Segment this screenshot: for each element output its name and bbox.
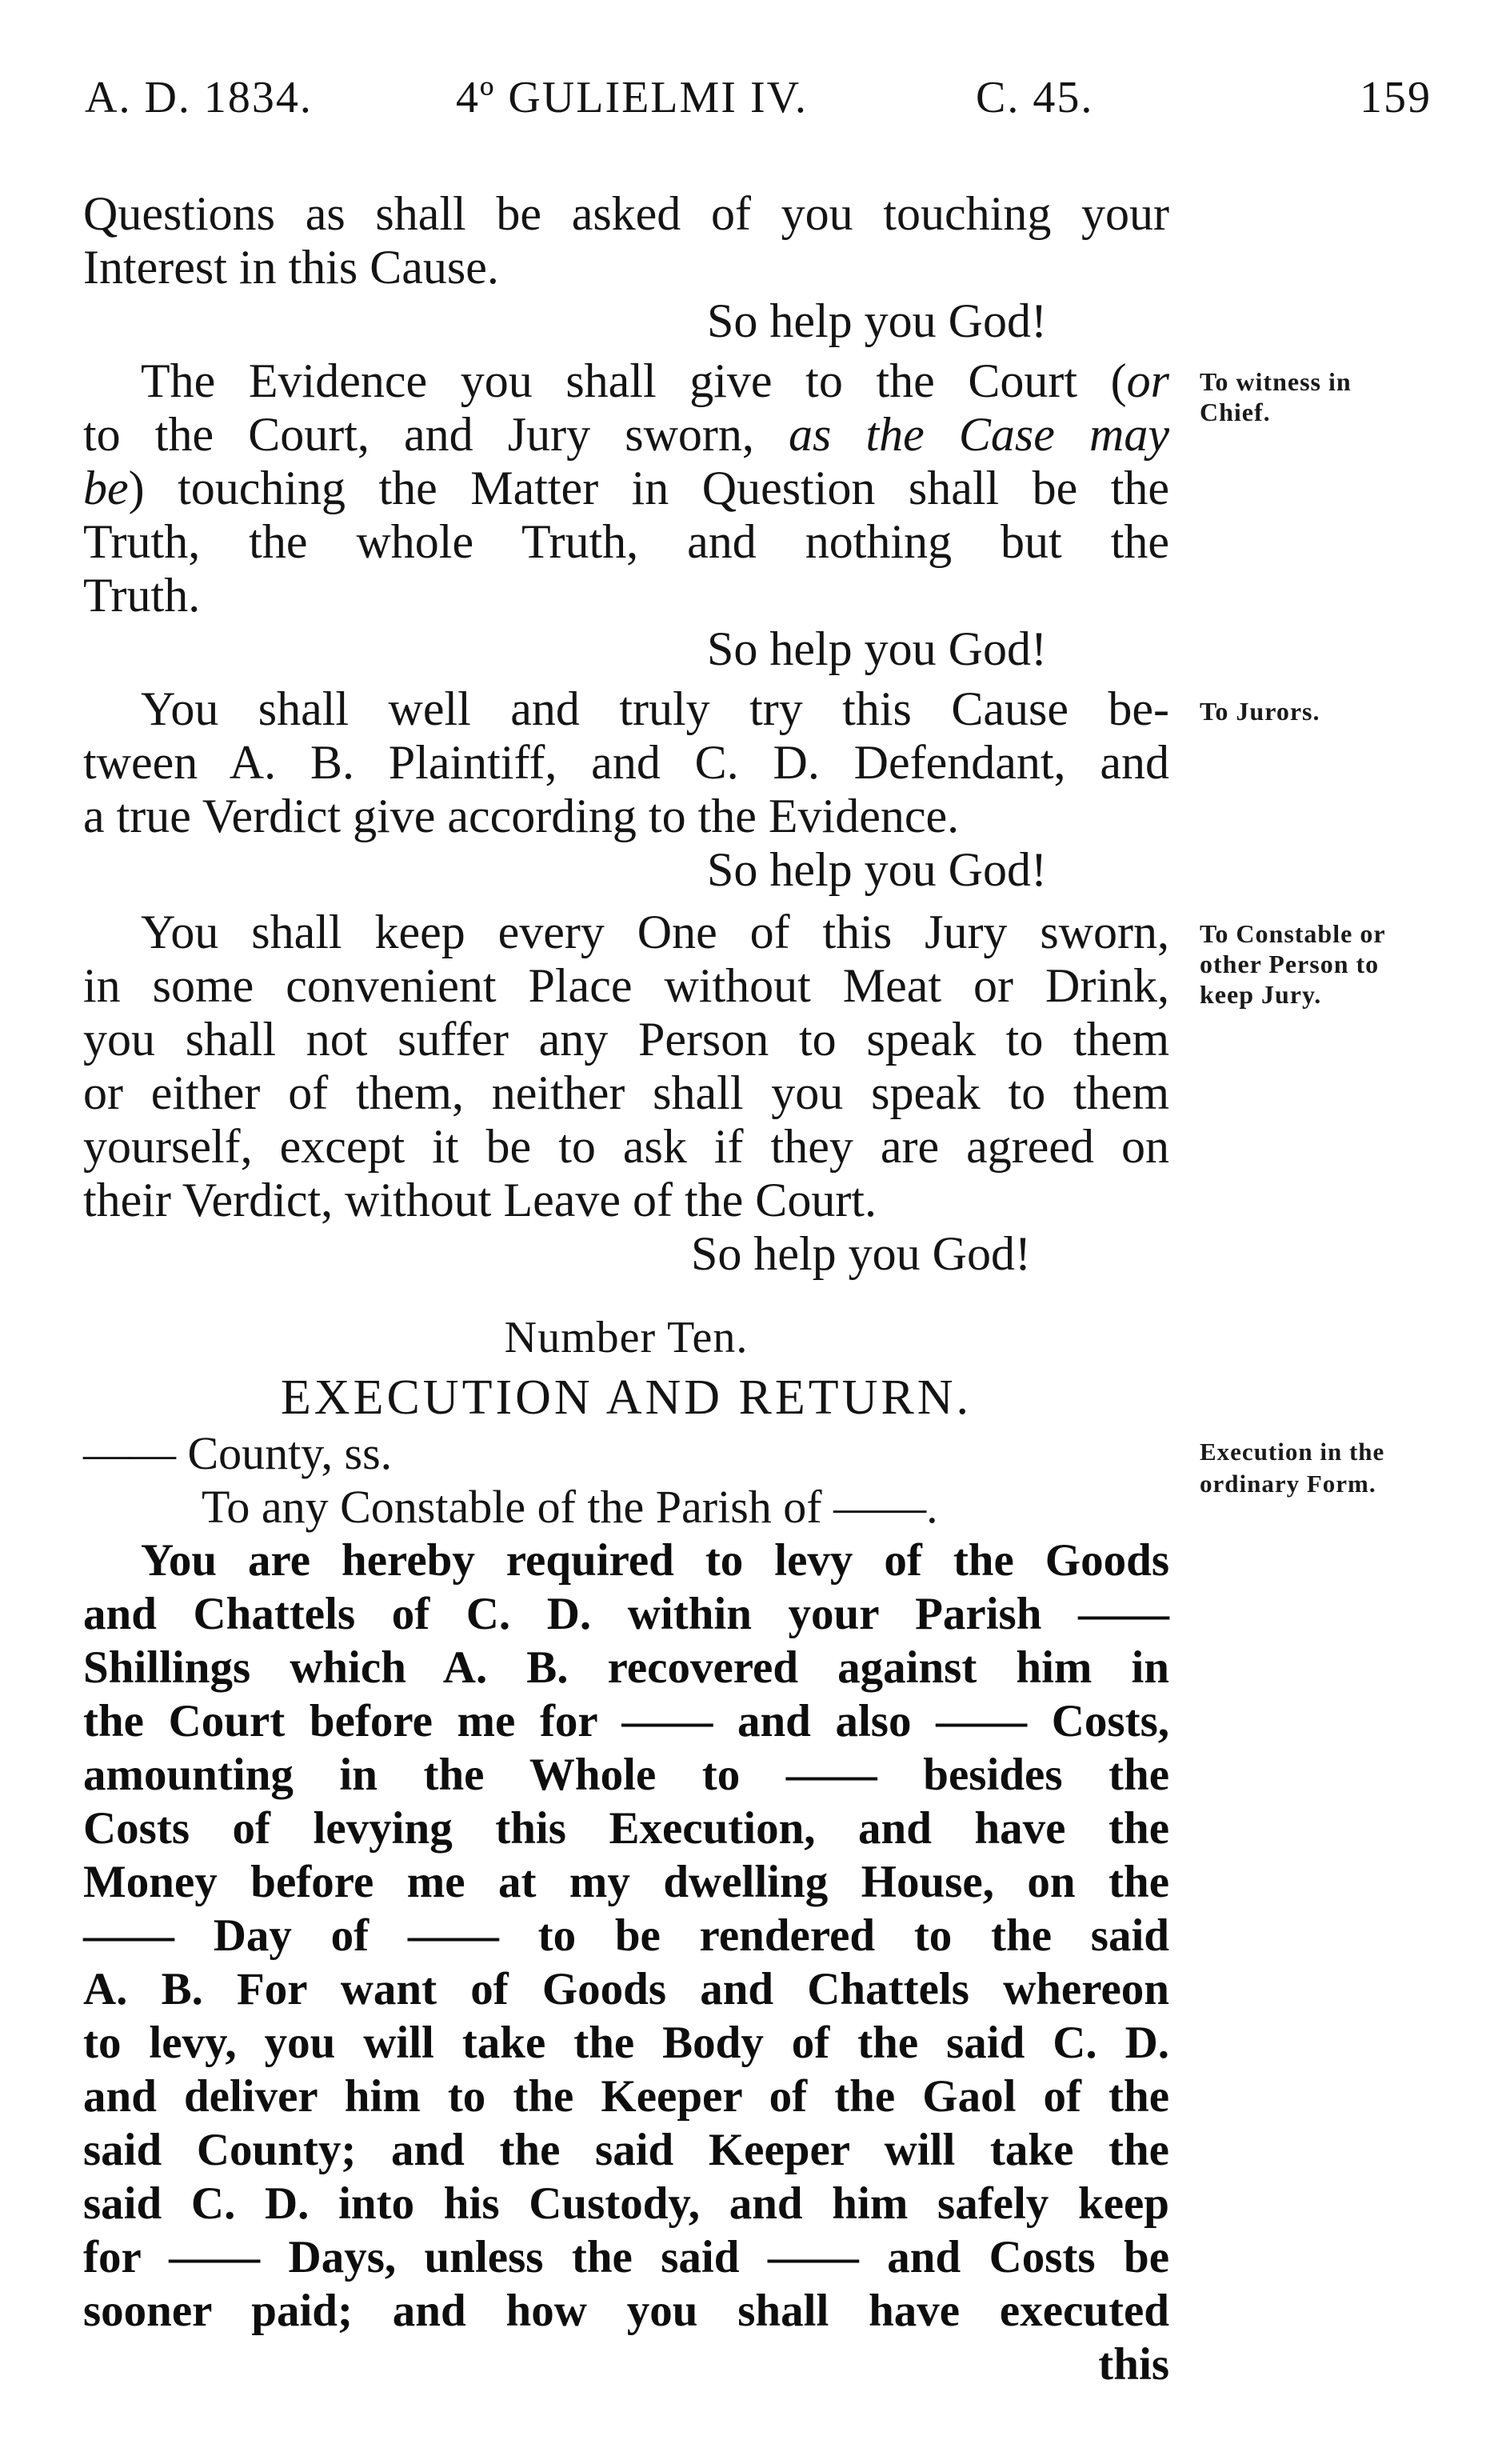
text-line: yourself, except it be to ask if they are agreed on xyxy=(83,1120,1169,1173)
oath-closing: So help you God! xyxy=(707,622,1047,675)
oath-closing: So help you God! xyxy=(707,843,1047,896)
text-line: in some convenient Place without Meat or Drink, xyxy=(83,959,1169,1012)
italic-fragment: or xyxy=(1126,354,1169,407)
text-line: Truth, the whole Truth, and nothing but the xyxy=(83,515,1169,568)
text-line: tween A. B. Plaintiff, and C. D. Defendant, and xyxy=(83,736,1169,789)
county-line: —— County, ss. xyxy=(83,1427,393,1479)
text-line: Questions as shall be asked of you touching your xyxy=(83,187,1169,240)
catchword: this xyxy=(1098,2339,1169,2390)
execution-body xyxy=(83,1534,1169,2391)
italic-fragment: be xyxy=(83,462,129,514)
margin-note-constable xyxy=(1200,918,1480,1010)
text-line: sooner paid; and how you shall have executed xyxy=(83,2286,1169,2336)
margin-note-line: To witness in xyxy=(1200,367,1352,396)
text-fragment: ) touching the Matter in Question shall be the xyxy=(128,462,1169,514)
text-line: —— Day of —— to be rendered to the said xyxy=(83,1910,1169,1961)
text-line: said C. D. into his Custody, and him safely keep xyxy=(83,2178,1169,2229)
italic-fragment: as the Case may xyxy=(789,408,1169,461)
text-line: Costs of levying this Execution, and have the xyxy=(83,1803,1169,1854)
text-line xyxy=(83,354,1169,408)
margin-note-line: ordinary Form. xyxy=(1200,1470,1376,1498)
oath-constable xyxy=(83,906,1169,1281)
oath-witness xyxy=(83,354,1169,676)
oath-party xyxy=(83,187,1169,348)
text-line: You are hereby required to levy of the Goods xyxy=(141,1535,1169,1586)
execution-header xyxy=(83,1426,1169,1534)
margin-note-jurors xyxy=(1200,696,1480,726)
text-line: Shillings which A. B. recovered against him in xyxy=(83,1642,1169,1693)
text-line: you shall not suffer any Person to speak to them xyxy=(83,1013,1169,1066)
text-line: to levy, you will take the Body of the said C. D. xyxy=(83,2018,1169,2068)
margin-note-witness xyxy=(1200,366,1480,427)
text-line: Interest in this Cause. xyxy=(83,241,499,294)
text-fragment: The Evidence you shall give to the Court ( xyxy=(141,354,1127,407)
margin-note-line: keep Jury. xyxy=(1200,980,1322,1009)
form-title: EXECUTION AND RETURN. xyxy=(280,1370,973,1425)
text-line: and deliver him to the Keeper of the Gaol of the xyxy=(83,2071,1169,2122)
text-line: or either of them, neither shall you speak to them xyxy=(83,1066,1169,1119)
running-head-reign: 4º GULIELMI IV. xyxy=(456,73,808,122)
page-number: 159 xyxy=(1360,73,1432,122)
margin-note-line: other Person to xyxy=(1200,950,1380,978)
text-line: a true Verdict give according to the Evidence. xyxy=(83,790,960,842)
margin-note-line: Chief. xyxy=(1200,398,1271,426)
text-line: Truth. xyxy=(83,569,201,622)
oath-closing: So help you God! xyxy=(707,294,1047,347)
text-line: You shall well and truly try this Cause be- xyxy=(141,682,1169,735)
text-line xyxy=(83,408,1169,462)
text-line: and Chattels of C. D. within your Parish —— xyxy=(83,1589,1169,1639)
running-head-year: A. D. 1834. xyxy=(85,73,313,122)
oath-closing: So help you God! xyxy=(691,1227,1031,1280)
text-line: for —— Days, unless the said —— and Costs be xyxy=(83,2232,1169,2282)
margin-note-line: To Jurors. xyxy=(1200,697,1320,726)
text-fragment: to the Court, and Jury sworn, xyxy=(83,408,789,461)
margin-note-line: To Constable or xyxy=(1200,919,1386,948)
text-line: the Court before me for —— and also —— Costs, xyxy=(83,1696,1169,1746)
running-head-chapter: C. 45. xyxy=(976,73,1094,122)
margin-note-execution xyxy=(1200,1436,1480,1500)
text-line: said County; and the said Keeper will take the xyxy=(83,2125,1169,2175)
text-line: A. B. For want of Goods and Chattels whereon xyxy=(83,1964,1169,2014)
oath-jurors xyxy=(83,682,1169,897)
text-line: Money before me at my dwelling House, on the xyxy=(83,1857,1169,1907)
margin-note-line: Execution in the xyxy=(1200,1438,1385,1466)
text-line xyxy=(83,462,1169,515)
address-line: To any Constable of the Parish of ——. xyxy=(202,1481,938,1533)
text-line: amounting in the Whole to —— besides the xyxy=(83,1750,1169,1800)
text-line: their Verdict, without Leave of the Court. xyxy=(83,1174,877,1226)
form-number: Number Ten. xyxy=(504,1313,749,1362)
text-line: You shall keep every One of this Jury sworn, xyxy=(141,906,1169,958)
